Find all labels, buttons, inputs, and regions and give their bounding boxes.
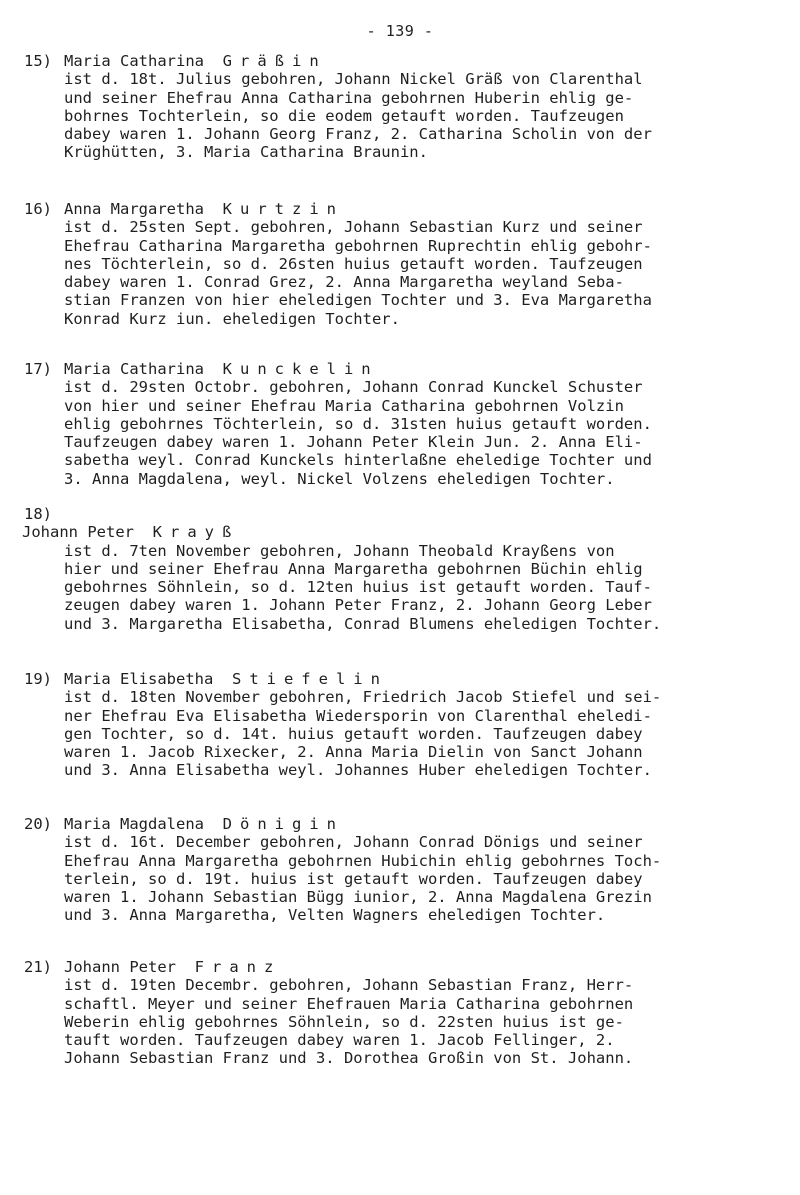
entry-text-line: Ehefrau Anna Margaretha gebohrnen Hubichin ehlig gebohrnes Toch- bbox=[64, 851, 662, 870]
entry-heading bbox=[0, 958, 800, 976]
entry-text-line: schaftl. Meyer und seiner Ehefrauen Maria Catharina gebohrnen bbox=[64, 994, 634, 1013]
entry-text-line: ist d. 29sten Octobr. gebohren, Johann Conrad Kunckel Schuster bbox=[64, 378, 643, 397]
entry-text-line: von hier und seiner Ehefrau Maria Catharina gebohrnen Volzin bbox=[64, 396, 624, 415]
entry-given-name: Maria Catharina bbox=[64, 52, 204, 70]
entry-text-line: dabey waren 1. Conrad Grez, 2. Anna Margaretha weyland Seba- bbox=[64, 273, 624, 292]
entry-text-line: ist d. 16t. December gebohren, Johann Conrad Dönigs und seiner bbox=[64, 833, 643, 852]
entry-text-line: ist d. 7ten November gebohren, Johann Theobald Krayßens von bbox=[64, 541, 615, 560]
entry-heading bbox=[0, 52, 800, 70]
entry-heading bbox=[0, 670, 800, 688]
entry-text-line: ist d. 19ten Decembr. gebohren, Johann Sebastian Franz, Herr- bbox=[64, 976, 634, 995]
baptism-entry-16 bbox=[0, 200, 800, 328]
entry-text-line: ner Ehefrau Eva Elisabetha Wiedersporin von Clarenthal eheledi- bbox=[64, 706, 652, 725]
baptism-entry-21 bbox=[0, 958, 800, 1068]
entry-given-name: Maria Catharina bbox=[64, 360, 204, 378]
entry-text-line: Taufzeugen dabey waren 1. Johann Peter Klein Jun. 2. Anna Eli- bbox=[64, 433, 643, 452]
entry-text-line: zeugen dabey waren 1. Johann Peter Franz, 2. Johann Georg Leber bbox=[64, 596, 652, 615]
entry-text-line: hier und seiner Ehefrau Anna Margaretha gebohrnen Büchin ehlig bbox=[64, 559, 643, 578]
entry-text-line: 3. Anna Magdalena, weyl. Nickel Volzens eheledigen Tochter. bbox=[64, 469, 615, 488]
entry-text-line: waren 1. Jacob Rixecker, 2. Anna Maria Dielin von Sanct Johann bbox=[64, 743, 643, 762]
entry-given-name: Maria Magdalena bbox=[64, 815, 204, 833]
entry-surname: Kunckelin bbox=[222, 360, 379, 378]
entry-surname: Kurtzin bbox=[222, 200, 344, 218]
entry-given-name: Johann Peter bbox=[64, 958, 176, 976]
baptism-entry-17 bbox=[0, 360, 800, 488]
entry-heading bbox=[0, 815, 800, 833]
entry-text-line: tauft worden. Taufzeugen dabey waren 1. Jacob Fellinger, 2. bbox=[64, 1031, 615, 1050]
entry-text-line: und 3. Margaretha Elisabetha, Conrad Blumens eheledigen Tochter. bbox=[64, 614, 662, 633]
entry-number: 16) bbox=[24, 200, 52, 218]
entry-text-line: ist d. 18t. Julius gebohren, Johann Nickel Gräß von Clarenthal bbox=[64, 70, 643, 89]
entry-text-line: gen Tochter, so d. 14t. huius getauft worden. Taufzeugen dabey bbox=[64, 724, 643, 743]
entry-text-line: Krüghütten, 3. Maria Catharina Braunin. bbox=[64, 143, 428, 162]
entry-surname: Stiefelin bbox=[231, 670, 388, 688]
entry-number: 17) bbox=[24, 360, 52, 378]
entry-text-line: Johann Sebastian Franz und 3. Dorothea Großin von St. Johann. bbox=[64, 1049, 634, 1068]
entry-text-line: ist d. 25sten Sept. gebohren, Johann Sebastian Kurz und seiner bbox=[64, 218, 643, 237]
entry-given-name: Anna Margaretha bbox=[64, 200, 204, 218]
entry-text-line: stian Franzen von hier eheledigen Tochter und 3. Eva Margaretha bbox=[64, 291, 652, 310]
baptism-entry-20 bbox=[0, 815, 800, 925]
entry-text-line: Ehefrau Catharina Margaretha gebohrnen Ruprechtin ehlig gebohr- bbox=[64, 236, 652, 255]
page-number: - 139 - bbox=[366, 22, 434, 40]
entry-text-line: und 3. Anna Elisabetha weyl. Johannes Huber eheledigen Tochter. bbox=[64, 761, 652, 780]
entry-text-line: waren 1. Johann Sebastian Bügg iunior, 2. Anna Magdalena Grezin bbox=[64, 888, 652, 907]
entry-text-line: und seiner Ehefrau Anna Catharina gebohrnen Huberin ehlig ge- bbox=[64, 88, 634, 107]
entry-text-line: terlein, so d. 19t. huius ist getauft worden. Taufzeugen dabey bbox=[64, 869, 643, 888]
entry-number: 20) bbox=[24, 815, 52, 833]
entry-heading bbox=[0, 360, 800, 378]
entry-number: 19) bbox=[24, 670, 52, 688]
entry-text-line: sabetha weyl. Conrad Kunckels hinterlaßne eheledige Tochter und bbox=[64, 451, 652, 470]
entry-text-line: ist d. 18ten November gebohren, Friedrich Jacob Stiefel und sei- bbox=[64, 688, 662, 707]
entry-number: 21) bbox=[24, 958, 52, 976]
entry-heading bbox=[0, 200, 800, 218]
entry-text-line: Weberin ehlig gebohrnes Söhnlein, so d. 22sten huius ist ge- bbox=[64, 1012, 624, 1031]
entry-surname: Gräßin bbox=[222, 52, 327, 70]
entry-given-name: Maria Elisabetha bbox=[64, 670, 214, 688]
entry-given-name: Johann Peter bbox=[22, 523, 134, 542]
entry-text-line: bohrnes Tochterlein, so die eodem getauft worden. Taufzeugen bbox=[64, 106, 624, 125]
entry-surname: Krayß bbox=[152, 523, 240, 542]
entry-text-line: nes Töchterlein, so d. 26sten huius getauft worden. Taufzeugen bbox=[64, 254, 643, 273]
entry-surname: Dönigin bbox=[222, 815, 344, 833]
entry-heading bbox=[22, 523, 800, 541]
entry-text-line: dabey waren 1. Johann Georg Franz, 2. Catharina Scholin von der bbox=[64, 125, 652, 144]
entry-text-line: und 3. Anna Margaretha, Velten Wagners eheledigen Tochter. bbox=[64, 906, 606, 925]
entry-text-line: gebohrnes Söhnlein, so d. 12ten huius ist getauft worden. Tauf- bbox=[64, 578, 652, 597]
entry-text-line: Konrad Kurz iun. eheledigen Tochter. bbox=[64, 309, 400, 328]
entry-number: 18) bbox=[24, 505, 52, 523]
baptism-entry-19 bbox=[0, 670, 800, 780]
baptism-entry-18 bbox=[0, 505, 800, 633]
baptism-entry-15 bbox=[0, 52, 800, 162]
entry-number: 15) bbox=[24, 52, 52, 70]
entry-surname: Franz bbox=[194, 958, 282, 976]
entry-text-line: ehlig gebohrnes Töchterlein, so d. 31sten huius getauft worden. bbox=[64, 414, 652, 433]
